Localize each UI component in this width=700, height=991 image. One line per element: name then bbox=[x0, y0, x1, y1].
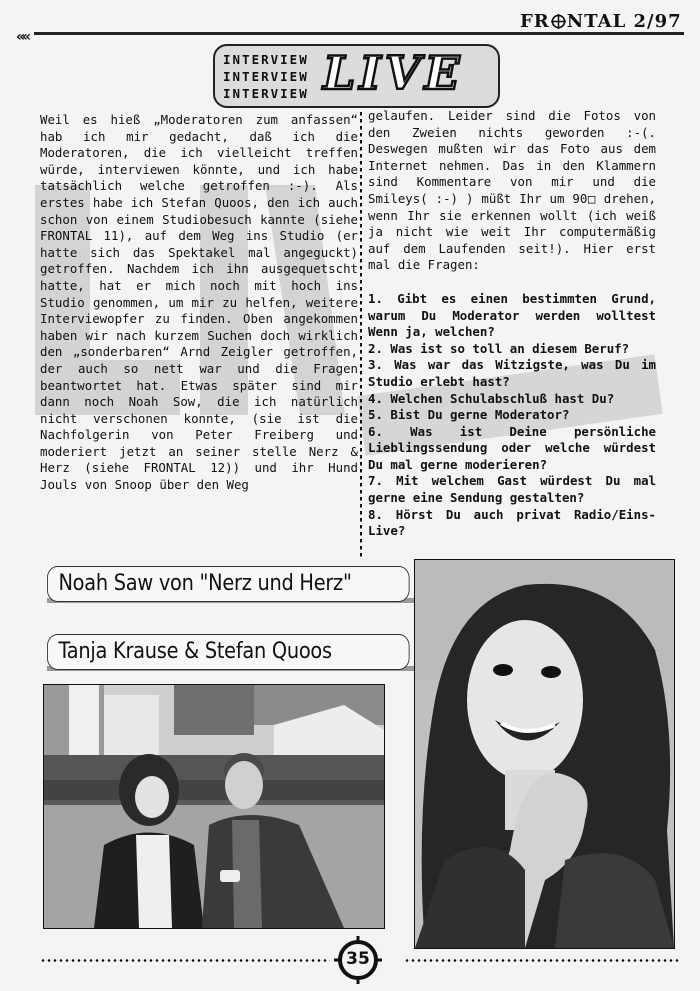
question-item: 8. Hörst Du auch privat Radio/Eins-Live? bbox=[368, 506, 656, 539]
interview-live-banner bbox=[213, 44, 500, 108]
footer-rule bbox=[40, 959, 330, 962]
caption-noah: Noah Saw von "Nerz und Herz" bbox=[47, 566, 410, 602]
question-item: 2. Was ist so toll an diesem Beruf? bbox=[368, 340, 630, 356]
question-list bbox=[368, 291, 656, 540]
caption-tanja-stefan: Tanja Krause & Stefan Quoos bbox=[47, 634, 410, 670]
banner-word: INTERVIEW bbox=[223, 52, 309, 67]
banner-live: LIVE bbox=[323, 46, 464, 100]
crosshair-icon bbox=[551, 14, 566, 29]
article-left-column: Weil es hieß „Moderatoren zum anfassen“ hab ich mir gedacht, daß ich die Moderatoren, die ich vielleicht treffen würde, interviewen könnte, und ich habe tatsächlich welche getroffen :-). Als erstes habe ich Stefan Quoos, den ich auch schon von einem Studiobesuch kannte (siehe FRONTAL 11), auf dem Weg ins Studio (er hatte sich das Spektakel mal angeguckt) getroffen. Nachdem ich ihn ausgequetscht hatte, hat er mich noch mit hoch ins Studio genommen, um mir zu helfen, weitere Interviewopfer zu finden. Oben angekommen haben wir nach kurzem Suchen doch wirklich den „sonderbaren“ Arnd Zeigler getroffen, der auch so nett war und die Fragen beantwortet hat. Etwas später sind mir dann noch Noah Sow, die ich natürlich nicht verschonen konnte, (sie ist die Nachfolgerin von Peter Freiberg und moderiert jetzt an seiner stelle Nerz & Herz (siehe FRONTAL 12)) und ihr Hund Jouls von Snoop über den Weg bbox=[40, 112, 358, 493]
page-number: 35 bbox=[346, 949, 370, 969]
header-rule bbox=[34, 32, 684, 35]
banner-words bbox=[223, 51, 309, 102]
question-item: 3. Was war das Witzigste, was Du im Studio erlebt hast? bbox=[368, 357, 656, 389]
article-right-column bbox=[368, 108, 656, 540]
page-number-badge bbox=[334, 936, 382, 984]
question-item: 4. Welchen Schulabschluß hast Du? bbox=[368, 390, 615, 406]
photo-event-illustration bbox=[44, 685, 384, 928]
masthead-left: FR bbox=[520, 11, 550, 32]
header-arrows: «« bbox=[16, 29, 29, 45]
photo-noah bbox=[414, 559, 675, 949]
masthead-right: NTAL 2/97 bbox=[566, 11, 682, 32]
article-right-text: gelaufen. Leider sind die Fotos von den Zweien nichts geworden :-(. Deswegen mußten wir das Foto aus dem Internet nehmen. Das in den Klammern sind Kommentare von mir und die Smileys( :-) ) müßt Ihr um 90□ drehen, wenn Ihr sie erkennen wollt (ich weiß ja nicht wie weit Ihr computermäßig auf dem Laufenden seit!). Hier erst mal die Fragen: bbox=[368, 108, 656, 273]
footer-rule bbox=[404, 959, 680, 962]
photo-tanja-stefan bbox=[43, 684, 385, 929]
question-item: 6. Was ist Deine persönliche Lieblingssendung oder welche würdest Du mal gerne moderieren? bbox=[368, 423, 656, 472]
question-item: 1. Gibt es einen bestimmten Grund, warum Du Moderator werden wolltest Wenn ja, welchen? bbox=[368, 290, 656, 340]
masthead bbox=[520, 11, 682, 32]
question-item: 7. Mit welchem Gast würdest Du mal gerne eine Sendung gestalten? bbox=[368, 473, 656, 506]
column-divider bbox=[360, 112, 362, 560]
question-item: 5. Bist Du gerne Moderator? bbox=[368, 407, 570, 423]
banner-word: INTERVIEW bbox=[223, 86, 309, 101]
photo-portrait-illustration bbox=[415, 560, 674, 948]
banner-word: INTERVIEW bbox=[223, 69, 309, 84]
